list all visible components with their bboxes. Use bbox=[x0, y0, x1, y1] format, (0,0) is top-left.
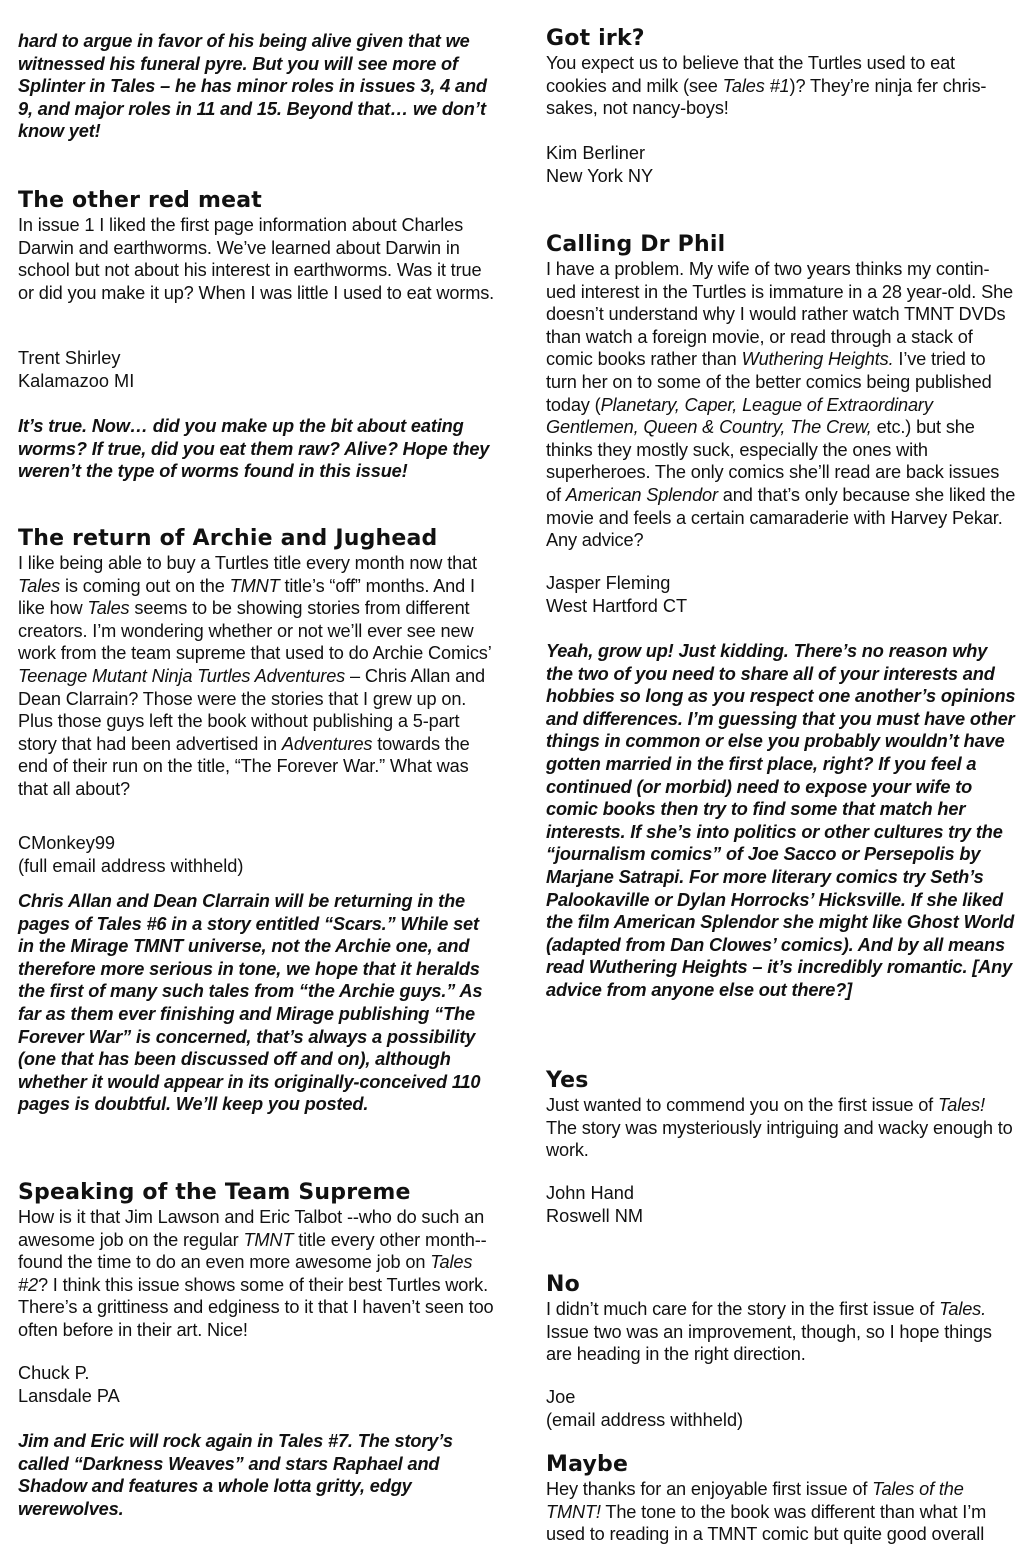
letter-yes bbox=[546, 1068, 1016, 1162]
letter-heading: Speaking of the Team Supreme bbox=[18, 1180, 411, 1205]
editor-reply-block bbox=[18, 1430, 496, 1520]
letter-body: Hey thanks for an enjoyable first issue of Tales of the TMNT! The tone to the book was different than what I’m used to reading in a TMNT comic but quite good overall bbox=[546, 1479, 987, 1545]
signature-name: Jasper Fleming bbox=[546, 573, 671, 593]
letter-body: In issue 1 I liked the first page information about Charles Darwin and earthworms. We’ve learned about Darwin in school but not about his interest in earthworms. Was it true or did you make it up? When I was little I used to eat worms. bbox=[18, 215, 495, 303]
editor-reply: It’s true. Now… did you make up the bit about eating worms? If true, did you eat them raw? Alive? Hope they weren’t the type of worms found in this issue! bbox=[18, 416, 490, 482]
letter-body: I didn’t much care for the story in the first issue of Tales. Issue two was an improvement, though, so I hope things are heading in the right direction. bbox=[546, 1299, 992, 1365]
signature-location: (full email address withheld) bbox=[18, 855, 244, 876]
letter-heading: Got irk? bbox=[546, 26, 645, 51]
signature-name: Trent Shirley bbox=[18, 348, 121, 368]
letter-heading: The other red meat bbox=[18, 188, 262, 213]
signature-name: John Hand bbox=[546, 1183, 634, 1203]
signature-name: Joe bbox=[546, 1387, 576, 1407]
letter-body: How is it that Jim Lawson and Eric Talbot --who do such an awesome job on the regular TMNT title every other month-- found the time to do an even more awesome job on Tales #2? I think this issue shows some of their best Turtles work. There’s a grittiness and edginess to it that I haven’t seen too often before in their art. Nice! bbox=[18, 1207, 494, 1340]
letter-heading: Yes bbox=[546, 1068, 589, 1093]
letter-team-supreme bbox=[18, 1180, 496, 1342]
letter-maybe bbox=[546, 1452, 1016, 1546]
letter-body: I like being able to buy a Turtles title every month now that Tales is coming out on the TMNT title’s “off” months. And I like how Tales seems to be showing stories from different creators. I’m wondering whether or not we’ll ever see new work from the team supreme that used to do Archie Comics’ Teenage Mutant Ninja Turtles Adventures – Chris Allan and Dean Clarrain? Those were the stories that I grew up on. Plus those guys left the book without publishing a 5-part story that had been advertised in Adventures towards the end of their run on the title, “The Forever War.” What was that all about? bbox=[18, 553, 491, 799]
letter-signature bbox=[18, 1362, 496, 1407]
editor-reply: Jim and Eric will rock again in Tales #7. The story’s called “Darkness Weaves” and stars Raphael and Shadow and features a whole lotta gritty, edgy werewolves. bbox=[18, 1431, 453, 1519]
letter-got-irk bbox=[546, 26, 1016, 120]
signature-location: (email address withheld) bbox=[546, 1409, 744, 1430]
signature-location: West Hartford CT bbox=[546, 595, 688, 616]
letter-signature bbox=[18, 347, 496, 392]
editor-reply: Chris Allan and Dean Clarrain will be returning in the pages of Tales #6 in a story entitled “Scars.” While set in the Mirage TMNT universe, not the Archie one, and therefore more serious in tone, we hope that it heralds the first of many such tales from “the Archie guys.” As far as them ever finishing and Mirage publishing “The Forever War” is concerned, that’s always a possibility (one that has been discussed off and on), although whether it would appear in its originally-conceived 110 pages is doubtful. We’ll keep you posted. bbox=[18, 891, 483, 1115]
intro-reply: hard to argue in favor of his being alive given that we witnessed his funeral pyre. But you will see more of Splinter in Tales – he has minor roles in issues 3, 4 and 9, and major roles in 11 and 15. Beyond that… we don’t know yet! bbox=[18, 31, 487, 142]
intro-reply-block bbox=[18, 30, 496, 143]
editor-reply-block bbox=[18, 890, 496, 1116]
letter-no bbox=[546, 1272, 1016, 1366]
letter-body: Just wanted to commend you on the first issue of Tales! The story was mysteriously intriguing and wacky enough to work. bbox=[546, 1095, 1013, 1161]
signature-location: Lansdale PA bbox=[18, 1385, 120, 1406]
signature-name: CMonkey99 bbox=[18, 833, 116, 853]
signature-name: Chuck P. bbox=[18, 1363, 90, 1383]
signature-location: Kalamazoo MI bbox=[18, 370, 135, 391]
signature-location: Roswell NM bbox=[546, 1205, 644, 1226]
letter-calling-dr-phil bbox=[546, 232, 1016, 552]
letter-other-red-meat bbox=[18, 188, 496, 304]
letter-signature bbox=[546, 1386, 1016, 1431]
letter-heading: No bbox=[546, 1272, 580, 1297]
letter-body: You expect us to believe that the Turtles used to eat cookies and milk (see Tales #1)? They’re ninja fer chris-sakes, not nancy-boys! bbox=[546, 53, 987, 119]
letter-signature bbox=[546, 1182, 1016, 1227]
letter-signature bbox=[546, 142, 1016, 187]
editor-reply: Yeah, grow up! Just kidding. There’s no reason why the two of you need to share all of your interests and hobbies so long as you respect one another’s opinions and differences. I’m guessing that you must have other things in common or else you probably wouldn’t have gotten married in the first place, right? If you feel a continued (or morbid) need to expose your wife to comic books then try to find some that match her interests. If she’s into politics or other cultures try the “journalism comics” of Joe Sacco or Persepolis by Marjane Satrapi. For more literary comics try Seth’s Palookaville or Dylan Horrocks’ Hicksville. If she liked the film American Splendor she might like Ghost World (adapted from Dan Clowes’ comics). And by all means read Wuthering Heights – it’s incredibly romantic. [Any advice from anyone else out there?] bbox=[546, 641, 1016, 1000]
editor-reply-block bbox=[18, 415, 496, 483]
signature-name: Kim Berliner bbox=[546, 143, 646, 163]
signature-location: New York NY bbox=[546, 165, 654, 186]
editor-reply-block bbox=[546, 640, 1016, 1002]
letter-archie-and-jughead bbox=[18, 526, 496, 801]
letter-heading: Calling Dr Phil bbox=[546, 232, 726, 257]
letter-heading: Maybe bbox=[546, 1452, 629, 1477]
letter-heading: The return of Archie and Jughead bbox=[18, 526, 438, 551]
letter-body: I have a problem. My wife of two years thinks my contin-ued interest in the Turtles is immature in a 28 year-old. She doesn’t understand why I would rather watch TMNT DVDs than watch a foreign movie, or read through a stack of comic books rather than Wuthering Heights. I’ve tried to turn her on to some of the better comics being published today (Planetary, Caper, League of Extraordinary Gentlemen, Queen & Country, The Crew, etc.) but she thinks they mostly suck, especially the ones with superheroes. The only comics she’ll read are back issues of American Splendor and that’s only because she liked the movie and feels a certain camaraderie with Harvey Pekar. Any advice? bbox=[546, 259, 1016, 551]
letter-signature bbox=[18, 832, 496, 877]
letter-signature bbox=[546, 572, 1016, 617]
